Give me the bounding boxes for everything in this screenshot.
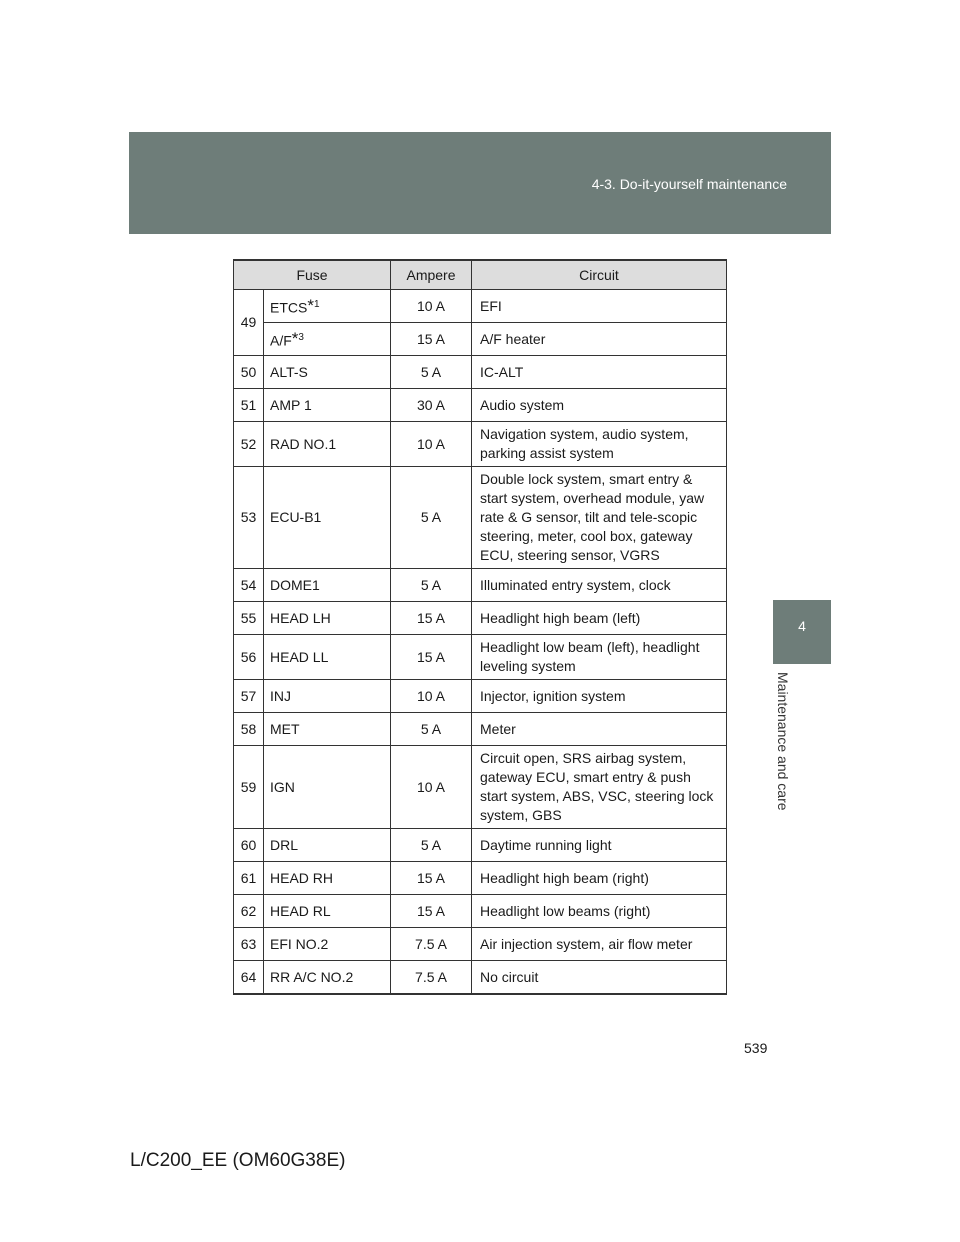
- ampere-value: 5 A: [391, 467, 472, 569]
- table-row: [234, 467, 727, 569]
- table-row: [234, 713, 727, 746]
- circuit-description: Daytime running light: [472, 829, 727, 862]
- ampere-value: 5 A: [391, 713, 472, 746]
- fuse-number: 64: [234, 961, 264, 995]
- asterisk-icon: *: [291, 328, 299, 348]
- ampere-value: 5 A: [391, 569, 472, 602]
- circuit-description: Illuminated entry system, clock: [472, 569, 727, 602]
- fuse-name-text: ECU-B1: [270, 509, 322, 525]
- fuse-table: [233, 259, 727, 995]
- fuse-name: [264, 290, 391, 323]
- fuse-name-text: RR A/C NO.2: [270, 968, 354, 985]
- ampere-value: 10 A: [391, 680, 472, 713]
- fuse-number: 59: [234, 746, 264, 829]
- table-row: [234, 862, 727, 895]
- footnote-marker: [307, 295, 320, 315]
- circuit-description: Headlight low beams (right): [472, 895, 727, 928]
- table-row: [234, 635, 727, 680]
- fuse-name: [264, 746, 391, 829]
- table-row: [234, 746, 727, 829]
- table-row: [234, 323, 727, 356]
- asterisk-icon: *: [307, 295, 314, 315]
- circuit-description: No circuit: [472, 961, 727, 995]
- ampere-value: 30 A: [391, 389, 472, 422]
- ampere-value: 15 A: [391, 602, 472, 635]
- ampere-value: 10 A: [391, 422, 472, 467]
- fuse-name: [264, 713, 391, 746]
- table-row: [234, 290, 727, 323]
- fuse-number: 50: [234, 356, 264, 389]
- circuit-description: Headlight low beam (left), headlight leveling system: [472, 635, 727, 680]
- ampere-value: 5 A: [391, 829, 472, 862]
- ampere-value: 15 A: [391, 895, 472, 928]
- table-row: [234, 895, 727, 928]
- table-row: [234, 602, 727, 635]
- fuse-number: 55: [234, 602, 264, 635]
- table-header-row: [234, 260, 727, 290]
- table-row: [234, 961, 727, 995]
- fuse-number: 63: [234, 928, 264, 961]
- fuse-name: [264, 356, 391, 389]
- column-header-circuit: Circuit: [472, 260, 727, 290]
- fuse-name-text: INJ: [270, 687, 291, 704]
- circuit-description: Air injection system, air flow meter: [472, 928, 727, 961]
- circuit-description: Circuit open, SRS airbag system, gateway ECU, smart entry & push start system, ABS, VSC, steering lock system, GBS: [472, 746, 727, 829]
- fuse-name: [264, 635, 391, 680]
- chapter-label: Maintenance and care: [775, 672, 791, 811]
- circuit-description: Headlight high beam (left): [472, 602, 727, 635]
- ampere-value: 7.5 A: [391, 928, 472, 961]
- fuse-name: [264, 323, 391, 356]
- fuse-name: [264, 602, 391, 635]
- fuse-name-text: RAD NO.1: [270, 435, 337, 452]
- fuse-number: 62: [234, 895, 264, 928]
- circuit-description: A/F heater: [472, 323, 727, 356]
- fuse-name-text: ALT-S: [270, 363, 308, 380]
- fuse-number: 60: [234, 829, 264, 862]
- circuit-description: Meter: [472, 713, 727, 746]
- fuse-number: 53: [234, 467, 264, 569]
- table-row: [234, 569, 727, 602]
- page-number: 539: [744, 1040, 768, 1056]
- ampere-value: 5 A: [391, 356, 472, 389]
- fuse-name: [264, 895, 391, 928]
- chapter-number: 4: [798, 618, 806, 634]
- fuse-number: 54: [234, 569, 264, 602]
- fuse-name-text: IGN: [270, 778, 295, 795]
- table-row: [234, 422, 727, 467]
- column-header-fuse: Fuse: [234, 260, 391, 290]
- fuse-name-text: HEAD RH: [270, 869, 334, 886]
- ampere-value: 10 A: [391, 290, 472, 323]
- fuse-name: [264, 829, 391, 862]
- ampere-value: 15 A: [391, 323, 472, 356]
- circuit-description: Audio system: [472, 389, 727, 422]
- table-row: [234, 356, 727, 389]
- fuse-name-text: MET: [270, 720, 300, 737]
- column-header-ampere: Ampere: [391, 260, 472, 290]
- fuse-number: 51: [234, 389, 264, 422]
- table-row: [234, 680, 727, 713]
- fuse-name: [264, 467, 391, 569]
- fuse-name-text: DRL: [270, 836, 299, 853]
- circuit-description: Double lock system, smart entry & start system, overhead module, yaw rate & G sensor, tilt and tele-scopic steering, meter, cool box, gateway ECU, steering sensor, VGRS: [472, 467, 727, 569]
- section-title: 4-3. Do-it-yourself maintenance: [591, 176, 787, 192]
- fuse-name-text: A/F: [270, 332, 292, 349]
- footnote-number: 1: [313, 298, 320, 310]
- fuse-name: [264, 422, 391, 467]
- fuse-name: [264, 680, 391, 713]
- table-row: [234, 829, 727, 862]
- circuit-description: Injector, ignition system: [472, 680, 727, 713]
- fuse-name-text: HEAD LL: [270, 648, 329, 665]
- fuse-name-text: EFI NO.2: [270, 935, 329, 952]
- circuit-description: EFI: [472, 290, 727, 323]
- fuse-number: 56: [234, 635, 264, 680]
- fuse-number: 58: [234, 713, 264, 746]
- fuse-name-text: ETCS: [270, 299, 308, 316]
- fuse-number: 57: [234, 680, 264, 713]
- fuse-name-text: AMP 1: [270, 396, 312, 413]
- fuse-name: [264, 389, 391, 422]
- fuse-number: 49: [234, 290, 264, 356]
- footnote-number: 3: [298, 331, 304, 343]
- fuse-name: [264, 862, 391, 895]
- footnote-marker: [291, 328, 304, 348]
- ampere-value: 15 A: [391, 862, 472, 895]
- circuit-description: Navigation system, audio system, parking assist system: [472, 422, 727, 467]
- circuit-description: Headlight high beam (right): [472, 862, 727, 895]
- circuit-description: IC-ALT: [472, 356, 727, 389]
- fuse-number: 61: [234, 862, 264, 895]
- fuse-name-text: DOME1: [270, 576, 320, 593]
- fuse-name-text: HEAD LH: [270, 609, 331, 626]
- fuse-name: [264, 928, 391, 961]
- ampere-value: 10 A: [391, 746, 472, 829]
- ampere-value: 7.5 A: [391, 961, 472, 995]
- header-band: [129, 132, 831, 234]
- table-row: [234, 928, 727, 961]
- fuse-name: [264, 569, 391, 602]
- table-row: [234, 389, 727, 422]
- ampere-value: 15 A: [391, 635, 472, 680]
- document-code: L/C200_EE (OM60G38E): [130, 1150, 346, 1171]
- chapter-tab: [773, 600, 831, 664]
- fuse-name: [264, 961, 391, 995]
- fuse-table-body: [234, 290, 727, 995]
- fuse-name-text: HEAD RL: [270, 902, 331, 919]
- fuse-number: 52: [234, 422, 264, 467]
